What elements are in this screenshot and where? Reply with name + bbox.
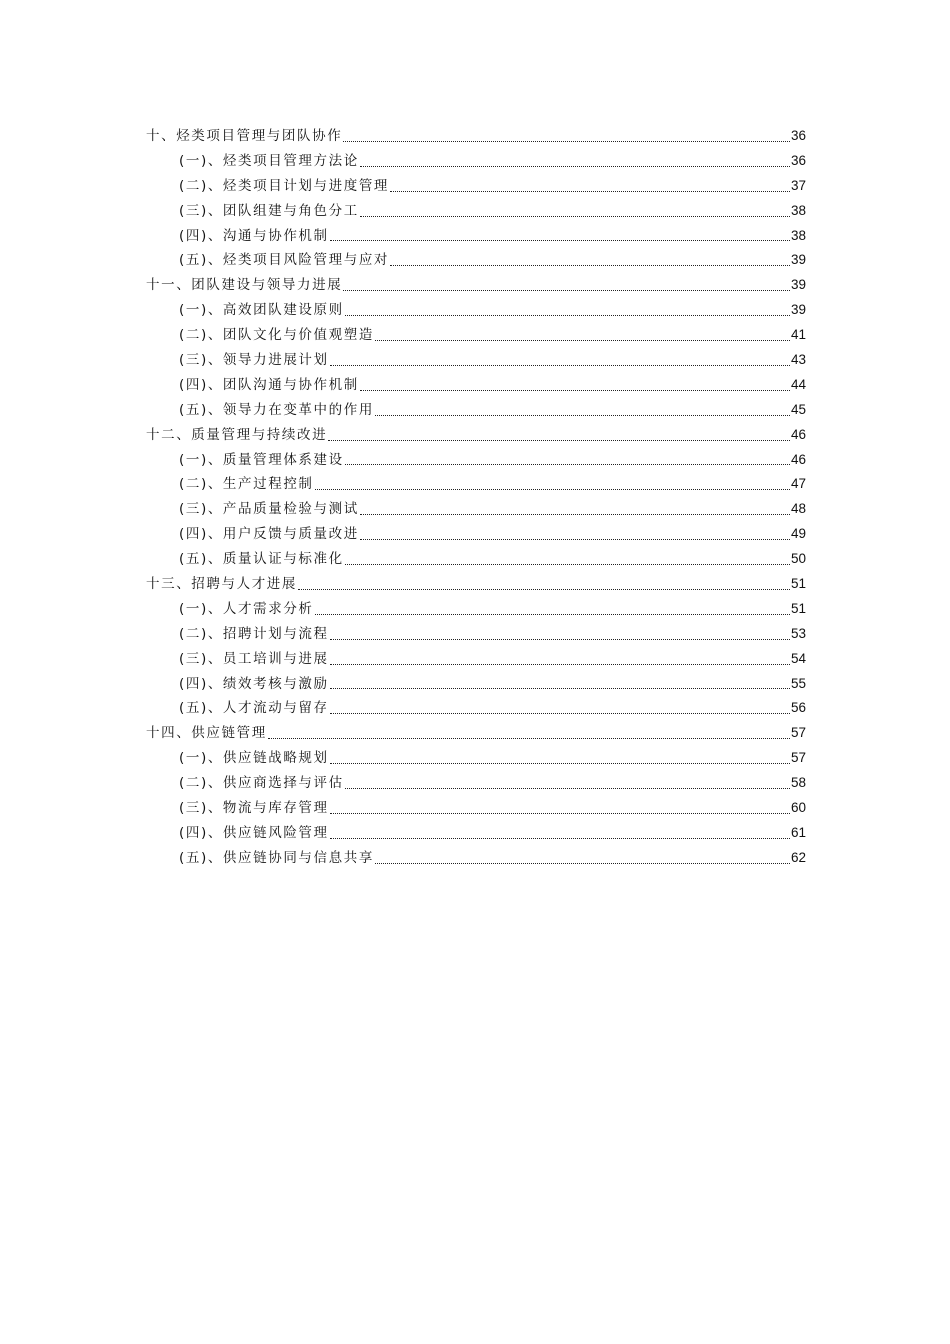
toc-dot-leader	[268, 737, 790, 739]
toc-entry-title: (一)、人才需求分析	[179, 600, 314, 617]
toc-section-entry[interactable]	[146, 323, 806, 348]
toc-dot-leader	[315, 488, 790, 490]
toc-entry-page-number: 56	[790, 700, 806, 716]
toc-entry-title: (四)、团队沟通与协作机制	[179, 376, 359, 393]
toc-entry-page-number: 39	[790, 252, 806, 268]
toc-entry-title: (五)、人才流动与留存	[179, 700, 329, 717]
toc-dot-leader	[375, 339, 790, 341]
toc-entry-title: (二)、招聘计划与流程	[179, 625, 329, 642]
toc-entry-title: (二)、生产过程控制	[179, 476, 314, 493]
toc-entry-title: (一)、质量管理体系建设	[179, 451, 344, 468]
toc-section-entry[interactable]	[146, 547, 806, 572]
toc-entry-title: (二)、团队文化与价值观塑造	[179, 327, 374, 344]
toc-section-entry[interactable]	[146, 298, 806, 323]
toc-entry-title: (五)、供应链协同与信息共享	[179, 849, 374, 866]
toc-section-entry[interactable]	[146, 248, 806, 273]
toc-dot-leader	[315, 613, 790, 615]
toc-dot-leader	[330, 239, 790, 241]
toc-entry-title: (三)、物流与库存管理	[179, 800, 329, 817]
toc-section-entry[interactable]	[146, 796, 806, 821]
toc-entry-title: (二)、供应商选择与评估	[179, 775, 344, 792]
toc-section-entry[interactable]	[146, 622, 806, 647]
toc-entry-title: (二)、烃类项目计划与进度管理	[179, 177, 390, 194]
toc-dot-leader	[360, 389, 790, 391]
toc-dot-leader	[360, 513, 790, 515]
toc-chapter-entry[interactable]	[146, 273, 806, 298]
toc-entry-title: (五)、烃类项目风险管理与应对	[179, 252, 390, 269]
toc-dot-leader	[360, 215, 790, 217]
toc-dot-leader	[330, 364, 790, 366]
toc-entry-page-number: 55	[790, 675, 806, 691]
toc-dot-leader	[328, 439, 790, 441]
toc-entry-page-number: 39	[790, 277, 806, 293]
toc-entry-page-number: 38	[790, 227, 806, 243]
toc-entry-page-number: 62	[790, 849, 806, 865]
toc-dot-leader	[330, 687, 790, 689]
toc-dot-leader	[330, 638, 790, 640]
toc-entry-page-number: 60	[790, 800, 806, 816]
toc-entry-title: (一)、高效团队建设原则	[179, 302, 344, 319]
toc-entry-title: 十一、团队建设与领导力进展	[146, 277, 343, 294]
toc-section-entry[interactable]	[146, 472, 806, 497]
toc-section-entry[interactable]	[146, 224, 806, 249]
toc-entry-page-number: 48	[790, 501, 806, 517]
toc-entry-page-number: 51	[790, 600, 806, 616]
toc-entry-page-number: 51	[790, 576, 806, 592]
toc-dot-leader	[345, 563, 790, 565]
toc-entry-page-number: 37	[790, 177, 806, 193]
toc-section-entry[interactable]	[146, 199, 806, 224]
toc-dot-leader	[345, 314, 790, 316]
toc-dot-leader	[330, 663, 790, 665]
toc-entry-page-number: 45	[790, 401, 806, 417]
toc-entry-title: 十四、供应链管理	[146, 725, 267, 742]
toc-entry-title: 十三、招聘与人才进展	[146, 576, 297, 593]
toc-dot-leader	[343, 289, 790, 291]
toc-section-entry[interactable]	[146, 497, 806, 522]
toc-entry-page-number: 57	[790, 725, 806, 741]
toc-dot-leader	[360, 165, 790, 167]
toc-section-entry[interactable]	[146, 149, 806, 174]
toc-dot-leader	[360, 538, 790, 540]
toc-section-entry[interactable]	[146, 522, 806, 547]
toc-section-entry[interactable]	[146, 746, 806, 771]
toc-section-entry[interactable]	[146, 348, 806, 373]
toc-dot-leader	[345, 463, 790, 465]
toc-entry-page-number: 38	[790, 202, 806, 218]
toc-section-entry[interactable]	[146, 373, 806, 398]
toc-entry-page-number: 44	[790, 376, 806, 392]
toc-section-entry[interactable]	[146, 647, 806, 672]
toc-entry-page-number: 41	[790, 327, 806, 343]
toc-chapter-entry[interactable]	[146, 572, 806, 597]
toc-entry-page-number: 43	[790, 352, 806, 367]
toc-dot-leader	[345, 787, 790, 789]
toc-entry-page-number: 49	[790, 526, 806, 542]
toc-dot-leader	[330, 837, 790, 839]
toc-entry-page-number: 47	[790, 476, 806, 492]
toc-chapter-entry[interactable]	[146, 721, 806, 746]
toc-section-entry[interactable]	[146, 398, 806, 423]
toc-entry-page-number: 46	[790, 451, 806, 467]
toc-entry-title: (四)、沟通与协作机制	[179, 227, 329, 244]
toc-entry-page-number: 53	[790, 625, 806, 641]
toc-dot-leader	[298, 588, 790, 590]
toc-entry-page-number: 54	[790, 650, 806, 666]
toc-entry-title: (四)、供应链风险管理	[179, 824, 329, 841]
toc-section-entry[interactable]	[146, 597, 806, 622]
toc-section-entry[interactable]	[146, 448, 806, 473]
toc-chapter-entry[interactable]	[146, 423, 806, 448]
toc-entry-title: (三)、领导力进展计划	[179, 352, 329, 368]
toc-section-entry[interactable]	[146, 672, 806, 697]
toc-entry-title: (三)、产品质量检验与测试	[179, 501, 359, 518]
toc-dot-leader	[390, 190, 790, 192]
toc-entry-title: (五)、质量认证与标准化	[179, 551, 344, 568]
toc-entry-page-number: 36	[790, 152, 806, 168]
toc-entry-title: (四)、用户反馈与质量改进	[179, 526, 359, 543]
toc-entry-title: (四)、绩效考核与激励	[179, 675, 329, 692]
toc-entry-title: (一)、烃类项目管理方法论	[179, 152, 359, 169]
toc-entry-page-number: 57	[790, 750, 806, 766]
toc-dot-leader	[330, 812, 790, 814]
toc-dot-leader	[375, 862, 790, 864]
toc-entry-page-number: 46	[790, 426, 806, 442]
toc-dot-leader	[343, 140, 790, 142]
toc-entry-title: 十二、质量管理与持续改进	[146, 426, 328, 443]
toc-dot-leader	[375, 414, 790, 416]
toc-entry-title: 十、烃类项目管理与团队协作	[146, 127, 343, 144]
toc-entry-page-number: 36	[790, 127, 806, 143]
toc-dot-leader	[330, 762, 790, 764]
toc-entry-title: (三)、团队组建与角色分工	[179, 202, 359, 219]
toc-section-entry[interactable]	[146, 821, 806, 846]
toc-section-entry[interactable]	[146, 846, 806, 871]
toc-section-entry[interactable]	[146, 696, 806, 721]
toc-entry-title: (五)、领导力在变革中的作用	[179, 401, 374, 418]
toc-dot-leader	[390, 264, 790, 266]
toc-entry-title: (三)、员工培训与进展	[179, 650, 329, 667]
toc-entry-page-number: 50	[790, 551, 806, 567]
toc-entry-page-number: 39	[790, 302, 806, 318]
toc-entry-title: (一)、供应链战略规划	[179, 750, 329, 767]
toc-entry-page-number: 58	[790, 775, 806, 791]
toc-chapter-entry[interactable]	[146, 124, 806, 149]
table-of-contents	[146, 124, 806, 871]
toc-section-entry[interactable]	[146, 771, 806, 796]
toc-dot-leader	[330, 712, 790, 714]
toc-section-entry[interactable]	[146, 174, 806, 199]
toc-entry-page-number: 61	[790, 824, 806, 840]
